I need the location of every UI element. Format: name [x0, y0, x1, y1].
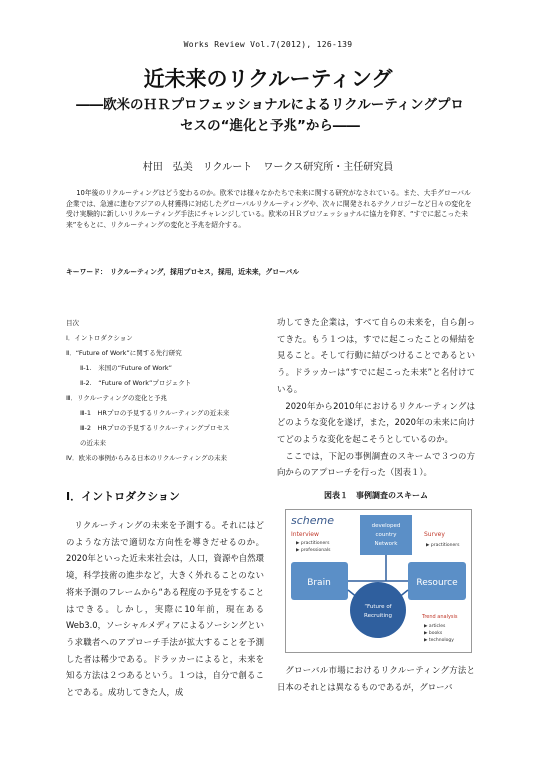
- brain-label: Brain: [307, 578, 331, 588]
- paragraph: リクルーティングの未来を予測する。それにはどのような方法で適切な方向性を導きだせるのか。2020年といった近未来社会は，人口，資源や自然環境，科学技術の進歩など，大きく外れることのない将来予測のフレームから“ある程度の予見をすることはできる。しかし，実際に10年前，現在あるWeb3.0，ソーシャルメディアによるソーシングという求職者へのアプローチ手法が拡大することを予測した者は稀少である。ドラッカーによると，未来を知る方法は２つあるという。１つは，自分で創ることである。成功してきた人，成: [66, 520, 264, 698]
- interview-item: ▶ practitioners: [296, 541, 330, 546]
- trend-item: ▶ books: [424, 631, 443, 636]
- keywords: キーワード： リクルーティング，採用プロセス，採用，近未来，グローバル: [66, 268, 300, 276]
- interview-item: ▶ professionals: [296, 548, 331, 553]
- developed-label-line3: Network: [374, 541, 398, 547]
- toc-item: Ⅲ-1 HRプロの予見するリクルーティングの近未来: [80, 409, 230, 417]
- toc-item: Ⅳ．欧米の事例からみる日本のリクルーティングの未来: [66, 454, 228, 462]
- trend-item: ▶ articles: [424, 624, 446, 629]
- abstract: 10年後のリクルーティングはどう変わるのか。欧米では様々なかたちで未来に関する研究がなされている。また、大手グローバル企業では、急速に進むアジアの人材獲得に対応したグローバルリクルーティングや、次々に開発されるテクノロジーなど日々の変化を受け実験的に新しいリクルーティング手法にチャレンジしている。欧米のＨＲプロフェッショナルに協力を仰ぎ、“すでに起こった未来”をもとに、リクルーティングの変化と予兆を紹介する。: [66, 189, 472, 229]
- developed-label-line2: country: [375, 532, 397, 538]
- trend-item: ▶ technology: [424, 638, 454, 643]
- paragraph: 功してきた企業は，すべて自らの未来を，自ら創ってきた。もう１つは，すでに起こったことの帰結を見ること。そして行動に結びつけることであるという。ドラッカーは“すでに起こった未来”と名付けている。: [277, 317, 475, 394]
- paragraph: グローバル市場におけるリクルーティング方法と日本のそれとは異なるものであるが，グローバ: [277, 665, 475, 692]
- scheme-diagram: [286, 510, 471, 652]
- future-label-line2: Recruiting: [364, 613, 392, 619]
- resource-label: Resource: [416, 578, 458, 588]
- toc-heading: 目次: [66, 319, 79, 327]
- table-of-contents: [66, 318, 264, 468]
- journal-header: Works Review Vol.7(2012), 126-139: [183, 40, 353, 49]
- future-circle: [350, 582, 406, 638]
- developed-label-line1: developed: [371, 523, 401, 529]
- section-heading: Ⅰ．イントロダクション: [66, 490, 180, 503]
- toc-item: Ⅰ．イントロダクション: [66, 334, 133, 342]
- paper-subtitle: ――欧米のＨＲプロフェッショナルによるリクルーティングプロセスの“進化と予兆”から――: [76, 97, 464, 134]
- future-label-line1: “Future of: [364, 604, 392, 610]
- toc-item: Ⅱ-1. 米国の“Future of Work”: [80, 364, 173, 372]
- interview-label: Interview: [291, 531, 319, 538]
- author-line: 村田 弘美 リクルート ワークス研究所・主任研究員: [142, 162, 394, 173]
- toc-item: Ⅱ-2. “Future of Work”プロジェクト: [80, 379, 192, 387]
- paragraph: 2020年から2010年におけるリクルーティングはどのような変化を遂げ，また，2020年の未来に向けてどのような変化を起こそうとしているのか。: [277, 400, 475, 444]
- right-column-text: [277, 314, 475, 481]
- bottom-right-text: [277, 662, 475, 695]
- section-body: [66, 517, 264, 701]
- paragraph: ここでは，下記の事例調査のスキームで３つの方向からのアプローチを行った（図表１）。: [277, 450, 475, 478]
- paper-title: 近未来のリクルーティング: [143, 67, 393, 91]
- figure-caption: 図表１ 事例調査のスキーム: [324, 491, 428, 500]
- trend-label: Trend analysis: [422, 614, 458, 620]
- toc-item: Ⅲ．リクルーティングの変化と予兆: [66, 394, 168, 402]
- scheme-label: scheme: [291, 514, 335, 527]
- toc-item: Ⅱ．“Future of Work”に関する先行研究: [66, 349, 182, 357]
- toc-item: Ⅲ-2 HRプロの予見するリクルーティングプロセス: [80, 424, 230, 432]
- survey-label: Survey: [424, 531, 445, 538]
- scheme-figure: [285, 509, 472, 653]
- survey-item: ▶ practitioners: [426, 543, 460, 548]
- toc-item: の近未来: [80, 439, 106, 447]
